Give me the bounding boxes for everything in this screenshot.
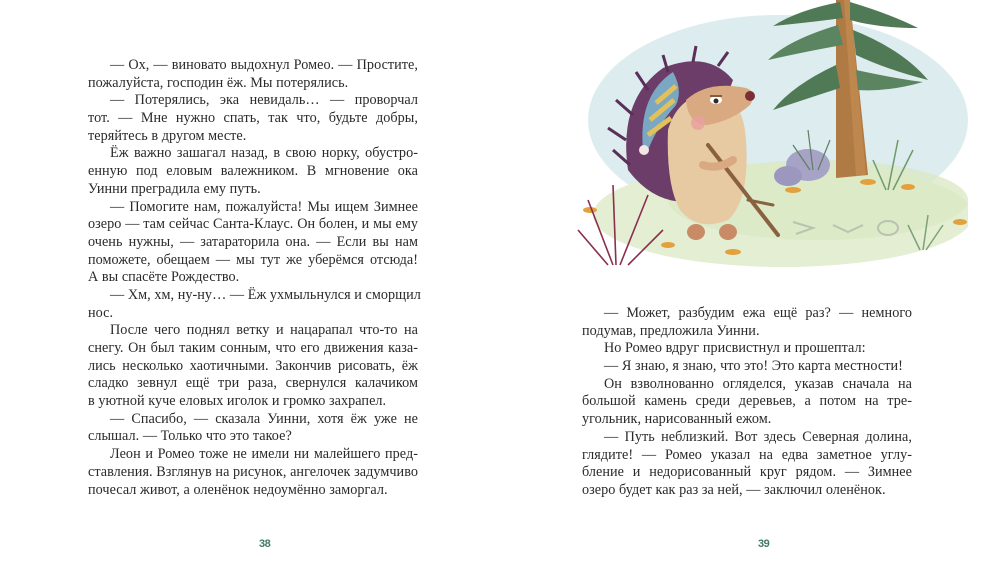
text-line: енную под еловым валежником. В мгновение ока (88, 163, 418, 180)
text-line: в уютной куче еловых иголок и громко захрапел. (88, 393, 387, 410)
text-line: — Помогите нам, пожалуйста! Мы ищем Зимнее (110, 198, 418, 215)
text-line: А вы спасёте Рождество. (88, 269, 240, 286)
hedgehog-illustration (568, 0, 968, 285)
text-line: Ёж важно зашагал назад, в свою норку, обустро- (110, 145, 418, 162)
page-number-right: 39 (758, 538, 770, 550)
text-line: слышал. — Только что это такое? (88, 428, 292, 445)
text-line: глядите! — Ромео указал на едва заметное углу- (582, 446, 912, 463)
text-line: почесал живот, а оленёнок недоумённо заморгал. (88, 481, 388, 498)
right-page-text (582, 305, 912, 500)
left-page-text (88, 57, 421, 499)
text-line: — Ох, — виновато выдохнул Ромео. — Простите, (110, 57, 418, 73)
page-number-left: 38 (259, 538, 271, 550)
text-line: — Может, разбудим ежа ещё раз? — немного (604, 305, 912, 321)
text-line: тот. — Мне нужно спать, так что, будьте добры, (88, 110, 418, 127)
text-line: ставления. Взглянув на рисунок, ангелочек задумчиво (88, 463, 418, 480)
text-line: Леон и Ромео тоже не имели ни малейшего пред- (110, 446, 418, 463)
text-line: озеро — там сейчас Санта-Клаус. Он болен, и мы ему (88, 216, 418, 233)
text-line: большой камень среди деревьев, а потом на тре- (582, 393, 912, 410)
text-line: сладко зевнул ещё три раза, свернулся калачиком (88, 375, 418, 392)
text-line: — Потерялись, эка невидаль… — проворчал (110, 92, 418, 109)
text-line: очень нужны, — затараторила она. — Если вы нам (88, 233, 418, 250)
text-line: снегу. Он был таким сонным, что его движения каза- (88, 340, 418, 356)
text-line: бление и недорисованный круг рядом. — Зимнее (582, 464, 912, 481)
text-line: Он взволнованно огляделся, указав сначала на (604, 375, 912, 392)
right-page (500, 0, 1000, 579)
text-line: пожалуйста, господин ёж. Мы потерялись. (88, 74, 349, 91)
text-line: лись несколько хаотичными. Закончив рисовать, ёж (88, 357, 418, 374)
text-line: — Я знаю, я знаю, что это! Это карта местности! (604, 358, 903, 375)
text-line: — Спасибо, — сказала Уинни, хотя ёж уже не (110, 410, 418, 427)
text-line: поможете, обещаем — мы тут же уберёмся отсюда! (88, 251, 418, 268)
text-line: После чего поднял ветку и нацарапал что-то на (110, 322, 418, 339)
text-line: Но Ромео вдруг присвистнул и прошептал: (604, 340, 866, 357)
text-line: теряйтесь в другом месте. (88, 127, 247, 144)
text-line: угольник, нарисованный ежом. (582, 411, 772, 428)
text-line: озеро будет как раз за ней, — заключил оленёнок. (582, 481, 886, 498)
text-line: — Хм, хм, ну-ну… — Ёж ухмыльнулся и сморщил (110, 286, 421, 303)
text-line: подумав, предложила Уинни. (582, 322, 760, 339)
text-line: Уинни преградила ему путь. (88, 180, 261, 197)
text-line: нос. (88, 304, 114, 321)
text-line: — Путь неблизкий. Вот здесь Северная долина, (604, 428, 912, 445)
